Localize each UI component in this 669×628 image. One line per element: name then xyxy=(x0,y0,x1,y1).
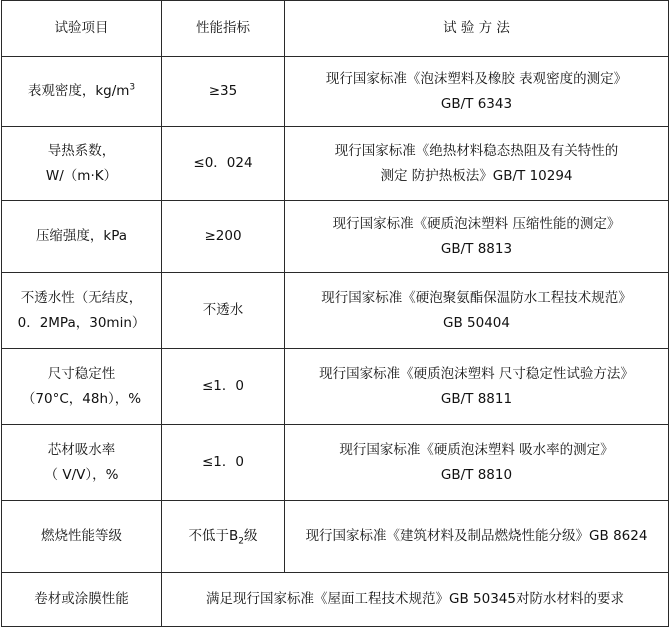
table-row xyxy=(2,501,669,573)
method-standard: GB 50404 xyxy=(443,314,510,331)
spec-cell: ≤1．0 xyxy=(162,425,285,501)
item-cell xyxy=(2,127,162,201)
item-condition: （ V/V），% xyxy=(44,466,119,483)
method-line: 现行国家标准《泡沫塑料及橡胶 表观密度的测定》 xyxy=(325,70,628,87)
spec-subscript: 2 xyxy=(238,536,244,547)
header-row xyxy=(2,1,669,57)
item-cell: 燃烧性能等级 xyxy=(2,501,162,573)
table-row xyxy=(2,425,669,501)
table-row xyxy=(2,201,669,273)
method-line: 现行国家标准《绝热材料稳态热阻及有关特性的 xyxy=(334,142,619,159)
method-line: 现行国家标准《建筑材料及制品燃烧性能分级》GB 8624 xyxy=(305,528,648,545)
item-cell xyxy=(2,273,162,349)
table-row xyxy=(2,349,669,425)
method-cell xyxy=(285,127,669,201)
item-superscript: 3 xyxy=(129,82,136,93)
method-standard: GB/T 8811 xyxy=(440,390,513,407)
header-test-item: 试验项目 xyxy=(2,1,162,57)
spec-cell: ≤1．0 xyxy=(162,349,285,425)
spec-cell: ≥35 xyxy=(162,57,285,127)
method-line: 现行国家标准《硬质泡沫塑料 吸水率的测定》 xyxy=(339,441,614,458)
spec-prefix: 不低于B xyxy=(188,528,239,545)
spec-cell: ≥200 xyxy=(162,201,285,273)
item-text: 尺寸稳定性 xyxy=(47,365,116,382)
item-cell xyxy=(2,349,162,425)
table-row xyxy=(2,273,669,349)
method-cell xyxy=(285,501,669,573)
method-standard: 测定 防护热板法》GB/T 10294 xyxy=(380,167,573,184)
item-text: 不透水性（无结皮， xyxy=(20,289,143,306)
item-text: 芯材吸水率 xyxy=(47,441,116,458)
method-cell xyxy=(285,201,669,273)
method-line: 现行国家标准《硬泡聚氨酯保温防水工程技术规范》 xyxy=(321,289,632,306)
item-cell: 压缩强度，kPa xyxy=(2,201,162,273)
method-standard: GB/T 6343 xyxy=(440,95,513,112)
spec-cell: 不透水 xyxy=(162,273,285,349)
item-unit: W/（m·K） xyxy=(45,167,118,184)
method-cell xyxy=(285,273,669,349)
header-performance-index: 性能指标 xyxy=(162,1,285,57)
item-condition: 0．2MPa，30min） xyxy=(17,314,146,331)
table-row-last xyxy=(2,573,669,627)
method-cell xyxy=(285,349,669,425)
item-cell xyxy=(2,425,162,501)
method-standard: GB/T 8813 xyxy=(440,240,513,257)
spec-cell xyxy=(162,501,285,573)
header-test-method: 试 验 方 法 xyxy=(285,1,669,57)
table-row xyxy=(2,57,669,127)
item-cell: 卷材或涂膜性能 xyxy=(2,573,162,627)
method-cell xyxy=(285,425,669,501)
item-text: 导热系数， xyxy=(47,142,116,159)
spec-suffix: 级 xyxy=(244,528,258,545)
spec-cell: ≤0．024 xyxy=(162,127,285,201)
item-cell xyxy=(2,57,162,127)
method-standard: GB/T 8810 xyxy=(440,466,513,483)
item-text: 表观密度，kg/m xyxy=(27,83,130,100)
method-line: 现行国家标准《硬质泡沫塑料 压缩性能的测定》 xyxy=(332,215,621,232)
table-row xyxy=(2,127,669,201)
item-condition: （70°C，48h），% xyxy=(21,390,142,407)
method-cell xyxy=(285,57,669,127)
method-line: 现行国家标准《硬质泡沫塑料 尺寸稳定性试验方法》 xyxy=(319,365,634,382)
requirement-cell: 满足现行国家标准《屋面工程技术规范》GB 50345对防水材料的要求 xyxy=(162,573,669,627)
spec-table xyxy=(1,0,669,627)
